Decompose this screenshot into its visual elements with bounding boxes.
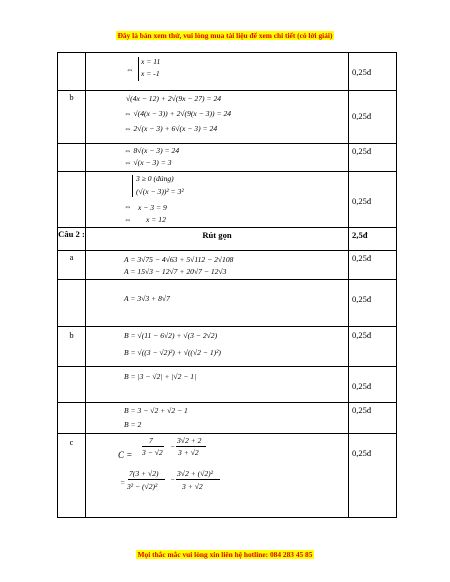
part-cell	[58, 280, 86, 327]
content-cell	[86, 280, 349, 327]
total-score: 2,5đ	[349, 228, 397, 251]
fraction-denominator: 3 + √2	[182, 482, 203, 491]
score-cell	[349, 251, 397, 280]
solution-table	[57, 52, 397, 518]
fraction-denominator: 3² − (√2)²	[127, 482, 158, 491]
part-cell	[58, 144, 86, 172]
score-cell	[349, 434, 397, 518]
math-line: A = 15√3 − 12√7 + 20√7 − 12√3	[124, 267, 227, 276]
math-line: ⇔ √(4(x − 3)) + 2√(9(x − 3)) = 24	[124, 109, 232, 118]
math-line: ⇔ √(x − 3) = 3	[124, 158, 172, 167]
part-cell	[58, 53, 86, 91]
math-line: √(4x − 12) + 2√(9x − 27) = 24	[126, 94, 222, 103]
part-label: b	[69, 330, 74, 340]
equals-sign: =	[120, 478, 126, 487]
content-cell	[86, 403, 349, 434]
system-brace	[132, 175, 133, 197]
fraction-bar	[142, 446, 164, 447]
math-line: x = 12	[146, 215, 166, 224]
content-cell	[86, 367, 349, 403]
part-label: b	[69, 92, 74, 102]
table-row	[58, 144, 397, 172]
score: 0,25đ	[352, 294, 372, 304]
math-line: x = 11	[141, 57, 161, 66]
hotline-banner-text: Mọi thắc mắc vui lòng xin liên hệ hotline: 084 283 45 85	[137, 550, 313, 559]
math-line: ⇔ 8√(x − 3) = 24	[124, 146, 180, 155]
math-line: B = 2	[124, 420, 142, 429]
score: 0,25đ	[352, 381, 372, 391]
score: 0,25đ	[352, 111, 372, 121]
table-row	[58, 434, 397, 518]
part-cell	[58, 403, 86, 434]
table-row	[58, 280, 397, 327]
score-cell	[349, 403, 397, 434]
score-cell	[349, 172, 397, 228]
score-cell	[349, 91, 397, 144]
score: 0,25đ	[352, 405, 372, 415]
content-cell	[86, 434, 349, 518]
math-line: B = 3 − √2 + √2 − 1	[124, 406, 188, 415]
part-cell	[58, 251, 86, 280]
math-line: (√(x − 3))² = 3²	[136, 187, 184, 196]
fraction-numerator: 7	[149, 436, 153, 445]
math-line: B = |3 − √2| + |√2 − 1|	[124, 372, 197, 381]
score-cell	[349, 144, 397, 172]
content-cell	[86, 144, 349, 172]
content-cell	[86, 251, 349, 280]
score: 0,25đ	[352, 146, 372, 156]
part-label: c	[69, 437, 74, 447]
content-cell	[86, 172, 349, 228]
table-row	[58, 251, 397, 280]
math-line: C =	[118, 450, 133, 460]
table-row	[58, 53, 397, 91]
part-cell	[58, 434, 86, 518]
hotline-banner	[0, 550, 450, 559]
part-cell	[58, 172, 86, 228]
part-label: a	[69, 252, 74, 262]
score: 0,25đ	[352, 448, 372, 458]
math-line: x = -1	[141, 69, 160, 78]
table-row	[58, 367, 397, 403]
equiv-sign: ⇔	[124, 202, 132, 211]
fraction-bar	[176, 479, 220, 480]
content-cell	[86, 327, 349, 367]
score: 0,25đ	[352, 330, 372, 340]
score-cell	[349, 367, 397, 403]
score: 0,25đ	[352, 196, 372, 206]
minus-sign: −	[170, 475, 176, 484]
table-row	[58, 327, 397, 367]
system-brace	[138, 57, 139, 81]
fraction-numerator: 7(3 + √2)	[129, 469, 159, 478]
fraction-denominator: 3 − √2	[142, 448, 163, 457]
fraction-numerator: 3√2 + 2	[177, 436, 202, 445]
preview-banner-text: Đây là bản xem thử, vui lòng mua tài liệu để xem chi tiết (có lời giải)	[117, 31, 333, 40]
math-line: 3 ≥ 0 (đúng)	[136, 174, 174, 183]
math-line: ⇔ 2√(x − 3) + 6√(x − 3) = 24	[124, 124, 218, 133]
fraction-bar	[176, 446, 206, 447]
content-cell	[86, 53, 349, 91]
math-line: A = 3√75 − 4√63 + 5√112 − 2√108	[124, 255, 234, 264]
part-cell	[58, 367, 86, 403]
table-row	[58, 172, 397, 228]
fraction-numerator: 3√2 + (√2)²	[177, 469, 213, 478]
math-line: B = √(11 − 6√2) + √(3 − 2√2)	[124, 331, 218, 340]
fraction-bar	[128, 479, 165, 480]
equiv-sign: ⇔	[124, 215, 132, 224]
score: 0,25đ	[352, 67, 372, 77]
math-line: A = 3√3 + 8√7	[124, 294, 170, 303]
part-cell	[58, 327, 86, 367]
score-cell	[349, 327, 397, 367]
minus-sign: −	[170, 442, 176, 451]
question-label: Câu 2 :	[58, 228, 86, 251]
part-cell	[58, 91, 86, 144]
table-row	[58, 403, 397, 434]
section-title: Rút gọn	[86, 228, 349, 251]
table-row	[58, 228, 397, 251]
score-cell	[349, 53, 397, 91]
table-row	[58, 91, 397, 144]
fraction-denominator: 3 + √2	[178, 448, 199, 457]
content-cell	[86, 91, 349, 144]
equiv-sign: ⇔	[126, 65, 134, 74]
score-cell	[349, 280, 397, 327]
math-line: x − 3 = 9	[138, 203, 167, 212]
math-line: B = √((3 − √2)²) + √((√2 − 1)²)	[124, 348, 221, 357]
preview-banner	[0, 31, 450, 40]
score: 0,25đ	[352, 253, 372, 263]
